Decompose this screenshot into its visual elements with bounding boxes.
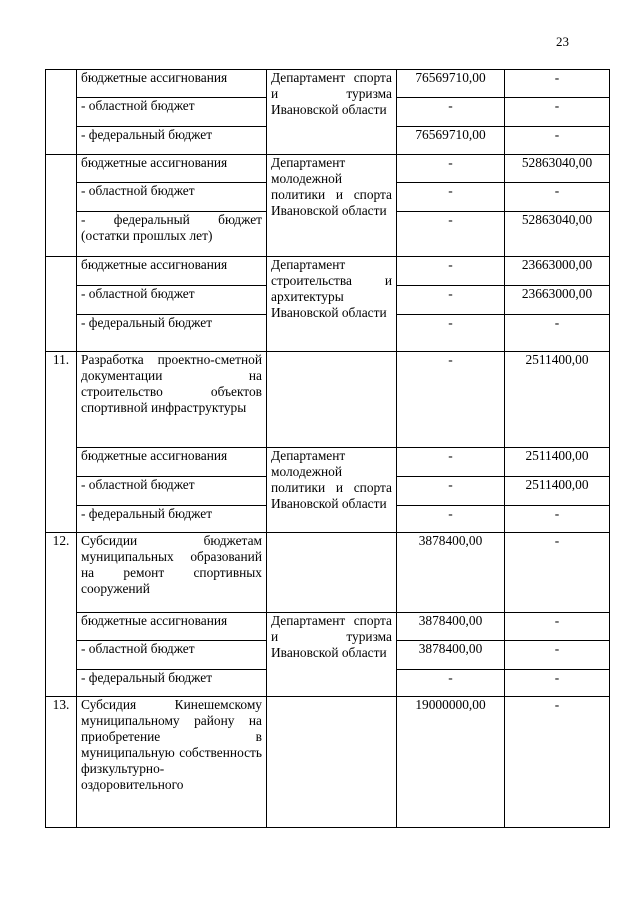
value-year-2: - bbox=[505, 70, 610, 98]
value-year-2: - bbox=[505, 127, 610, 155]
department-cell: Департамент молодежной политики и спорта Ивановской области bbox=[267, 155, 397, 257]
page-number: 23 bbox=[556, 34, 569, 49]
table-row bbox=[46, 448, 610, 477]
value-year-2: - bbox=[505, 315, 610, 352]
value-year-1: 3878400,00 bbox=[397, 613, 505, 641]
row-label: - федеральный бюджет bbox=[77, 670, 267, 697]
value-year-2: 52863040,00 bbox=[505, 155, 610, 183]
value-year-2: 2511400,00 bbox=[505, 477, 610, 506]
row-number-cell bbox=[46, 155, 77, 257]
row-label: - областной бюджет bbox=[77, 183, 267, 212]
department-cell: Департамент спорта и туризма Ивановской области bbox=[267, 70, 397, 155]
department-cell: Департамент спорта и туризма Ивановской области bbox=[267, 613, 397, 697]
value-year-1: 76569710,00 bbox=[397, 127, 505, 155]
value-year-1: 3878400,00 bbox=[397, 533, 505, 613]
row-label: - областной бюджет bbox=[77, 98, 267, 127]
value-year-2: - bbox=[505, 670, 610, 697]
value-year-1: - bbox=[397, 352, 505, 448]
row-label: - областной бюджет bbox=[77, 286, 267, 315]
row-label: бюджетные ассигнования bbox=[77, 155, 267, 183]
value-year-1: 19000000,00 bbox=[397, 697, 505, 828]
department-cell: Департамент молодежной политики и спорта Ивановской области bbox=[267, 448, 397, 533]
value-year-2: 2511400,00 bbox=[505, 352, 610, 448]
budget-table bbox=[45, 69, 610, 828]
row-label: - областной бюджет bbox=[77, 477, 267, 506]
row-label: - федеральный бюджет bbox=[77, 506, 267, 533]
value-year-1: - bbox=[397, 257, 505, 286]
row-number-cell: 11. bbox=[46, 352, 77, 533]
table-row bbox=[46, 697, 610, 828]
table-row bbox=[46, 70, 610, 98]
value-year-1: 76569710,00 bbox=[397, 70, 505, 98]
value-year-2: - bbox=[505, 98, 610, 127]
value-year-1: - bbox=[397, 448, 505, 477]
value-year-2: 52863040,00 bbox=[505, 212, 610, 257]
department-cell: Департамент строительства и архитектуры Ивановской области bbox=[267, 257, 397, 352]
value-year-2: 2511400,00 bbox=[505, 448, 610, 477]
value-year-2: 23663000,00 bbox=[505, 257, 610, 286]
value-year-1: 3878400,00 bbox=[397, 641, 505, 670]
value-year-1: - bbox=[397, 286, 505, 315]
value-year-1: - bbox=[397, 183, 505, 212]
row-label: Разработка проектно-сметной документации на строительство объектов спортивной инфраструктуры bbox=[77, 352, 267, 448]
value-year-2: - bbox=[505, 641, 610, 670]
row-label: бюджетные ассигнования bbox=[77, 70, 267, 98]
value-year-2: - bbox=[505, 697, 610, 828]
value-year-1: - bbox=[397, 315, 505, 352]
value-year-1: - bbox=[397, 477, 505, 506]
value-year-2: 23663000,00 bbox=[505, 286, 610, 315]
row-number-cell bbox=[46, 257, 77, 352]
row-label: бюджетные ассигнования bbox=[77, 257, 267, 286]
value-year-1: - bbox=[397, 212, 505, 257]
row-label: бюджетные ассигнования bbox=[77, 613, 267, 641]
table-row bbox=[46, 533, 610, 613]
department-cell bbox=[267, 352, 397, 448]
table-row bbox=[46, 352, 610, 448]
value-year-2: - bbox=[505, 506, 610, 533]
row-label: - федеральный бюджет (остатки прошлых лет) bbox=[77, 212, 267, 257]
row-number-cell bbox=[46, 70, 77, 155]
value-year-2: - bbox=[505, 613, 610, 641]
value-year-1: - bbox=[397, 506, 505, 533]
row-label: бюджетные ассигнования bbox=[77, 448, 267, 477]
row-label: - областной бюджет bbox=[77, 641, 267, 670]
table-row bbox=[46, 257, 610, 286]
value-year-1: - bbox=[397, 155, 505, 183]
value-year-2: - bbox=[505, 183, 610, 212]
row-number-cell: 13. bbox=[46, 697, 77, 828]
row-label: Субсидия Кинешемскому муниципальному району на приобретение в муниципальную собственность физкультурно-оздоровительного bbox=[77, 697, 267, 828]
table-row bbox=[46, 613, 610, 641]
department-cell bbox=[267, 533, 397, 613]
row-label: - федеральный бюджет bbox=[77, 127, 267, 155]
table-row bbox=[46, 155, 610, 183]
row-label: - федеральный бюджет bbox=[77, 315, 267, 352]
value-year-1: - bbox=[397, 670, 505, 697]
row-label: Субсидии бюджетам муниципальных образований на ремонт спортивных сооружений bbox=[77, 533, 267, 613]
value-year-2: - bbox=[505, 533, 610, 613]
value-year-1: - bbox=[397, 98, 505, 127]
department-cell bbox=[267, 697, 397, 828]
row-number-cell: 12. bbox=[46, 533, 77, 697]
